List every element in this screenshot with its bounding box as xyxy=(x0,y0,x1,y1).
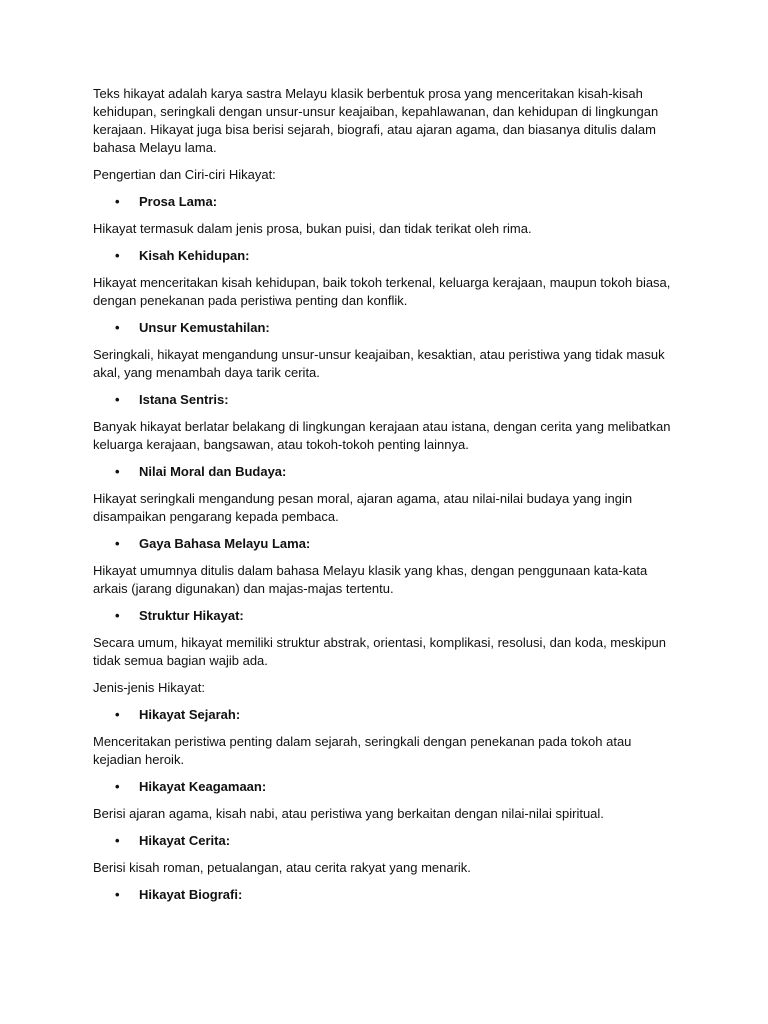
bullet-description: Hikayat seringkali mengandung pesan moral, ajaran agama, atau nilai-nilai budaya yang ingin disampaikan pengarang kepada pembaca. xyxy=(93,491,633,524)
bullet-description: Berisi ajaran agama, kisah nabi, atau peristiwa yang berkaitan dengan nilai-nilai spiritual. xyxy=(93,806,604,821)
bullet-glyph: • xyxy=(115,833,120,848)
bullet-title: Hikayat Biografi: xyxy=(139,887,243,902)
bullet-title: Istana Sentris: xyxy=(139,392,229,407)
bullet-item xyxy=(93,319,683,337)
bullet-item xyxy=(93,247,683,265)
bullet-glyph: • xyxy=(115,779,120,794)
bullet-glyph: • xyxy=(115,392,120,407)
bullet-title: Kisah Kehidupan: xyxy=(139,248,250,263)
bullet-item xyxy=(93,832,683,850)
bullet-item xyxy=(93,706,683,724)
bullet-description: Menceritakan peristiwa penting dalam sejarah, seringkali dengan penekanan pada tokoh atau kejadian heroik. xyxy=(93,734,632,767)
bullet-glyph: • xyxy=(115,707,120,722)
bullet-glyph: • xyxy=(115,608,120,623)
bullet-description: Secara umum, hikayat memiliki struktur abstrak, orientasi, komplikasi, resolusi, dan koda, meskipun tidak semua bagian wajib ada. xyxy=(93,635,666,668)
bullet-item xyxy=(93,193,683,211)
bullet-title: Hikayat Keagamaan: xyxy=(139,779,267,794)
bullet-description: Banyak hikayat berlatar belakang di lingkungan kerajaan atau istana, dengan cerita yang melibatkan keluarga kerajaan, bangsawan, atau tokoh-tokoh penting lainnya. xyxy=(93,419,671,452)
bullet-item xyxy=(93,886,683,904)
bullet-glyph: • xyxy=(115,464,120,479)
bullet-glyph: • xyxy=(115,536,120,551)
bullet-title: Prosa Lama: xyxy=(139,194,218,209)
section-heading-jenis: Jenis-jenis Hikayat: xyxy=(93,680,205,695)
bullet-glyph: • xyxy=(115,248,120,263)
bullet-description: Hikayat termasuk dalam jenis prosa, bukan puisi, dan tidak terikat oleh rima. xyxy=(93,221,532,236)
bullet-item xyxy=(93,463,683,481)
bullet-title: Hikayat Sejarah: xyxy=(139,707,241,722)
bullet-glyph: • xyxy=(115,194,120,209)
bullet-title: Nilai Moral dan Budaya: xyxy=(139,464,287,479)
bullet-item xyxy=(93,778,683,796)
bullet-title: Gaya Bahasa Melayu Lama: xyxy=(139,536,311,551)
bullet-description: Hikayat menceritakan kisah kehidupan, baik tokoh terkenal, keluarga kerajaan, maupun tokoh biasa, dengan penekanan pada peristiwa penting dan konflik. xyxy=(93,275,671,308)
document-body xyxy=(93,85,683,913)
bullet-item xyxy=(93,535,683,553)
bullet-title: Struktur Hikayat: xyxy=(139,608,244,623)
bullet-description: Hikayat umumnya ditulis dalam bahasa Melayu klasik yang khas, dengan penggunaan kata-kata arkais (jarang digunakan) dan majas-majas tertentu. xyxy=(93,563,648,596)
bullet-title: Unsur Kemustahilan: xyxy=(139,320,270,335)
bullet-item xyxy=(93,391,683,409)
bullet-item xyxy=(93,607,683,625)
section-heading-ciri: Pengertian dan Ciri-ciri Hikayat: xyxy=(93,167,276,182)
bullet-description: Seringkali, hikayat mengandung unsur-unsur keajaiban, kesaktian, atau peristiwa yang tidak masuk akal, yang menambah daya tarik cerita. xyxy=(93,347,665,380)
bullet-description: Berisi kisah roman, petualangan, atau cerita rakyat yang menarik. xyxy=(93,860,471,875)
bullet-glyph: • xyxy=(115,320,120,335)
bullet-glyph: • xyxy=(115,887,120,902)
bullet-title: Hikayat Cerita: xyxy=(139,833,231,848)
intro-paragraph: Teks hikayat adalah karya sastra Melayu klasik berbentuk prosa yang menceritakan kisah-kisah kehidupan, seringkali dengan unsur-unsur keajaiban, kepahlawanan, dan kehidupan di lingkungan kerajaan. Hikayat juga bisa berisi sejarah, biografi, atau ajaran agama, dan biasanya ditulis dalam bahasa Melayu lama. xyxy=(93,86,659,155)
